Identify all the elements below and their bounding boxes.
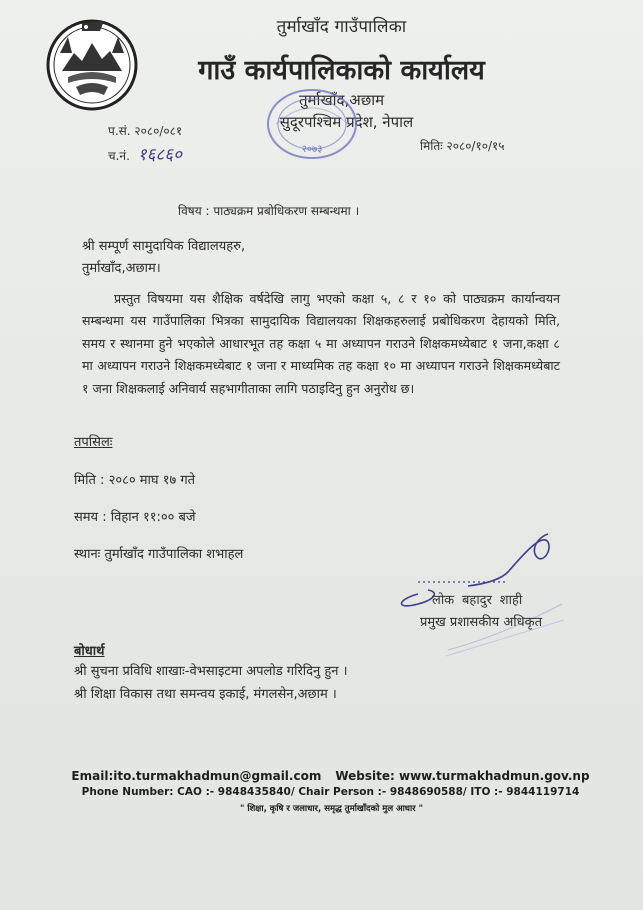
addressee-line-2: तुर्माखाँद,अछाम। <box>82 261 161 276</box>
footer-motto: " शिक्षा, कृषि र जलाधार, समृद्ध तुर्माखाँदको मुल आधार " <box>239 804 424 814</box>
office-stamp-icon <box>262 84 362 166</box>
dispatch-number-value: १६८६० <box>137 145 182 165</box>
addressee-line-1: श्री सम्पूर्ण सामुदायिक विद्यालयहरु, <box>82 239 246 254</box>
office-location: तुर्माखाँद,अछाम <box>298 91 385 109</box>
cc-recipient-1: श्री सुचना प्रविधि शाखाः-वेभसाइटमा अपलोड गरिदिनु हुन । <box>74 664 348 679</box>
footer-email: Email:ito.turmakhadmun@gmail.com <box>71 769 322 783</box>
footer-contact <box>0 769 643 783</box>
dispatch-number <box>108 142 182 165</box>
letter-date: मितिः २०८०/१०/१५ <box>420 139 505 153</box>
schedule-heading: तपसिलः <box>74 435 113 450</box>
footer-website: Website: www.turmakhadmun.gov.np <box>335 769 590 783</box>
schedule-date: मिति : २०८० माघ १७ गते <box>74 473 196 488</box>
office-name: गाउँ कार्यपालिकाको कार्यालय <box>198 55 485 86</box>
schedule-time: समय : विहान ११:०० बजे <box>74 510 196 525</box>
cc-recipient-2: श्री शिक्षा विकास तथा समन्वय इकाई, मंगलसेन,अछाम । <box>74 687 337 702</box>
svg-text:२०७३: २०७३ <box>301 144 323 155</box>
municipality-name: तुर्माखाँद गाउँपालिका <box>276 17 407 37</box>
province-country: सुदूरपश्चिम प्रदेश, नेपाल <box>279 113 414 131</box>
schedule-place: स्थानः तुर्माखाँद गाउँपालिका शभाहल <box>74 547 244 562</box>
signatory-name: लोक बहादुर शाही <box>432 593 523 608</box>
subject-line: विषय : पाठ्यक्रम प्रबोधिकरण सम्बन्धमा । <box>178 204 360 218</box>
cc-heading: बोधार्थ <box>74 644 105 659</box>
footer-phone: Phone Number: CAO :- 9848435840/ Chair Person :- 9848690588/ ITO :- 9844119714 <box>81 786 580 798</box>
signatory-title: प्रमुख प्रशासकीय अधिकृत <box>420 615 543 630</box>
body-paragraph: प्रस्तुत विषयमा यस शैक्षिक वर्षदेखि लागु भएको कक्षा ५, ८ र १० को पाठ्यक्रम कार्यान्वयन सम्बन्धमा यस गाउँपालिका भित्रका सामुदायिक विद्यालयका शिक्षकहरुलाई प्रबोधिकरण देहायको मिति, समय र स्थानमा हुने भएकोले आधारभूत तह कक्षा ५ मा अध्यापन गराउने शिक्षकमध्येबाट १ जना,कक्षा ८ मा अध्यापन गराउने शिक्षकमध्येबाट १ जना र माध्यमिक तह कक्षा १० मा अध्यापन गराउने शिक्षकमध्येबाट १ जना शिक्षकलाई अनिवार्य सहभागीताका लागि पठाइदिनु हुन अनुरोध छ। <box>82 291 560 396</box>
reference-number: प.सं. २०८०/०८१ <box>108 124 183 138</box>
dispatch-label: च.नं. <box>108 149 130 163</box>
